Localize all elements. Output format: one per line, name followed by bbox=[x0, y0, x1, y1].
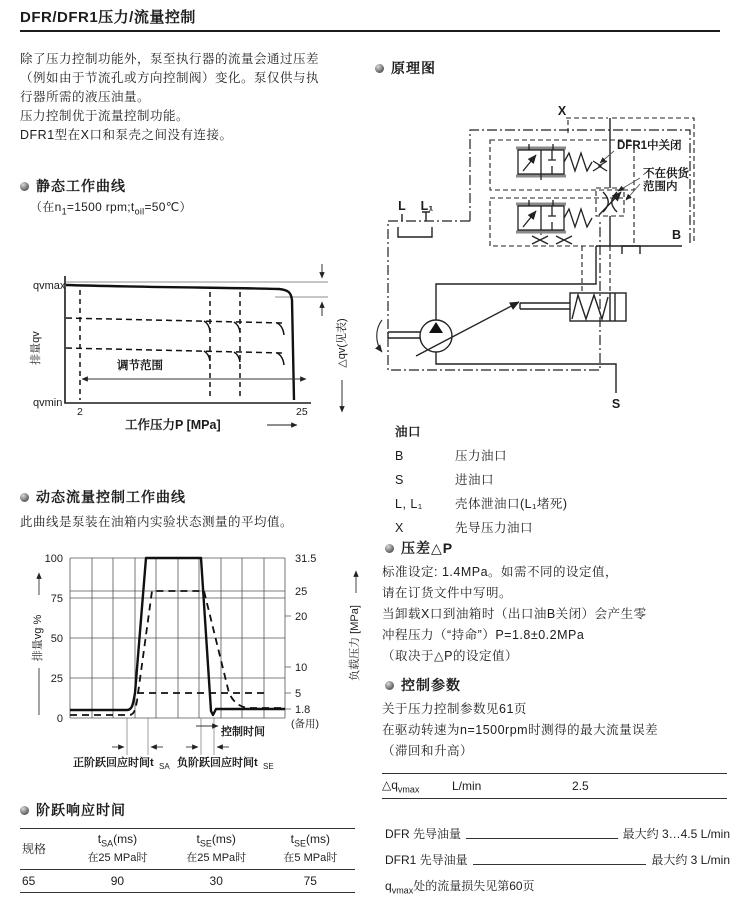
port-key: X bbox=[395, 521, 404, 535]
throttle-box bbox=[596, 188, 624, 216]
dfr1-closed-label: DFR1中关闭 bbox=[617, 140, 682, 152]
section-control-params-header bbox=[385, 675, 461, 695]
section-bullet-icon bbox=[375, 64, 384, 73]
chart1-labels bbox=[28, 280, 348, 432]
intro-line: （例如由于节流孔或方向控制阀）变化。泵仅供与执 bbox=[20, 71, 320, 85]
page-title: DFR/DFR1压力/流量控制 bbox=[20, 9, 196, 26]
right-tick-spare: (备用) bbox=[291, 718, 319, 730]
left-axis-label: 排量vg % bbox=[32, 614, 44, 662]
port-list bbox=[395, 420, 568, 540]
control-params-line: 关于压力控制参数见61页 bbox=[382, 702, 527, 716]
tank-symbol bbox=[398, 227, 432, 237]
t-symbol: t bbox=[290, 832, 294, 846]
t-sa-label: 正阶跃回应时间t bbox=[73, 757, 154, 769]
orifice-arrow bbox=[599, 192, 621, 215]
chart2-solid-series bbox=[70, 558, 285, 715]
t-unit: (ms) bbox=[305, 832, 330, 846]
right-tick-31-5: 31.5 bbox=[295, 553, 317, 565]
right-tick-25: 25 bbox=[295, 586, 308, 598]
intro-line: 压力控制优于流量控制功能。 bbox=[20, 109, 190, 123]
hydraulic-schematic bbox=[372, 88, 732, 423]
orifice-arc bbox=[612, 192, 617, 212]
port-key: B bbox=[395, 449, 404, 463]
delta-p-line: 当卸载X口到油箱时（出口油B关闭）会产生零 bbox=[382, 607, 647, 621]
delta-p-line: 冲程压力（“持命”）P=1.8±0.2MPa bbox=[382, 628, 585, 642]
cell-tse5: 75 bbox=[303, 874, 317, 889]
col-header-spec: 规格 bbox=[22, 842, 47, 857]
control-params-text bbox=[382, 699, 732, 762]
y-min-tick: qvmin bbox=[33, 397, 63, 409]
intro-paragraph bbox=[20, 50, 365, 145]
housing-boundary bbox=[388, 130, 690, 370]
static-curve-condition bbox=[30, 198, 192, 216]
chart1-dashed-curves bbox=[66, 290, 284, 400]
not-supplied-label-2: 范围内 bbox=[643, 181, 678, 193]
chart1-solid-curve bbox=[66, 285, 294, 400]
section-bullet-icon bbox=[20, 806, 29, 815]
rotation-arrow bbox=[377, 320, 382, 352]
section-step-response-header bbox=[20, 800, 126, 820]
port-l1-label: L₁ bbox=[420, 199, 434, 213]
control-params-line: （滞回和升高） bbox=[382, 744, 474, 758]
variable-displacement-arrow bbox=[416, 302, 519, 356]
pilot-flow-row bbox=[385, 825, 730, 842]
leader-line bbox=[466, 837, 618, 839]
section-title: 控制参数 bbox=[401, 677, 461, 693]
x-tick-2: 2 bbox=[77, 406, 83, 418]
pump-circuit bbox=[377, 212, 682, 393]
intro-line: 除了压力控制功能外，泵至执行器的流量会通过压差 bbox=[20, 52, 320, 66]
static-curve-chart bbox=[25, 248, 360, 443]
section-title: 动态流量控制工作曲线 bbox=[36, 489, 186, 505]
pilot-line bbox=[599, 118, 621, 246]
right-tick-5: 5 bbox=[295, 688, 302, 700]
t-symbol: t bbox=[97, 832, 102, 846]
port-s-label: S bbox=[611, 397, 621, 411]
pilot-flow-label: DFR 先导油量 bbox=[385, 827, 461, 841]
t-se-label: 负阶跃回应时间t bbox=[177, 757, 258, 769]
delta-p-line: （取决于△P的设定值） bbox=[382, 649, 518, 663]
delta-q-label: △qv(见表) bbox=[336, 318, 348, 368]
plugged-port-symbol bbox=[556, 236, 572, 244]
intro-line: DFR1型在X口和泵壳之间没有连接。 bbox=[20, 128, 233, 142]
t-symbol: t bbox=[196, 832, 200, 846]
pilot-flow-value: 最大约 3 L/min bbox=[651, 853, 730, 867]
section-bullet-icon bbox=[20, 493, 29, 502]
param-value: 2.5 bbox=[572, 779, 589, 794]
pump-flow-triangle bbox=[429, 322, 443, 333]
port-list-header: 油口 bbox=[395, 425, 422, 439]
range-label: 调节范围 bbox=[117, 360, 163, 372]
table-row bbox=[20, 870, 355, 893]
intro-line: 行器所需的液压油量。 bbox=[20, 90, 151, 104]
pressure-line bbox=[436, 246, 596, 320]
section-bullet-icon bbox=[385, 544, 394, 553]
control-params-table bbox=[382, 773, 727, 799]
delta-p-text bbox=[382, 562, 732, 667]
col-header-tse-5 bbox=[266, 829, 355, 870]
t-cond: 在25 MPa时 bbox=[186, 852, 247, 865]
plugged-port-symbol bbox=[532, 236, 548, 244]
cond-sub: oil bbox=[134, 206, 145, 217]
t-sub: SE bbox=[199, 838, 212, 849]
port-desc: 压力油口 bbox=[455, 449, 508, 463]
right-tick-20: 20 bbox=[295, 611, 308, 623]
t-unit: (ms) bbox=[211, 832, 236, 846]
param-symbol: $\triangle q_{vmax}$ bbox=[382, 778, 420, 795]
cond-text: =1500 rpm;t bbox=[66, 200, 135, 214]
title-rule bbox=[20, 30, 720, 32]
right-axis-label: 负载压力 [MPa] bbox=[349, 605, 361, 681]
port-x-label: X bbox=[557, 104, 567, 118]
port-desc: 进油口 bbox=[455, 473, 495, 487]
port-row bbox=[395, 516, 568, 540]
not-supplied-label-1: 不在供货 bbox=[643, 168, 689, 180]
dynamic-curve-note: 此曲线是泵装在油箱内实验状态测量的平均值。 bbox=[20, 515, 294, 529]
section-bullet-icon bbox=[385, 681, 394, 690]
suction-line bbox=[436, 352, 616, 393]
chart2-labels bbox=[30, 553, 361, 771]
cond-sub: 1 bbox=[61, 206, 67, 217]
param-unit: L/min bbox=[452, 779, 482, 794]
valve-spring bbox=[564, 153, 592, 171]
pilot-flow-value: 最大约 3…4.5 L/min bbox=[622, 827, 730, 841]
cond-text: =50℃） bbox=[144, 200, 192, 214]
x-tick-25: 25 bbox=[296, 406, 308, 418]
piston bbox=[610, 293, 615, 321]
control-params-line: 在驱动转速为n=1500rpm时测得的最大流量误差 bbox=[382, 723, 659, 737]
col-header-tse-25 bbox=[167, 829, 266, 870]
section-static-curve-header bbox=[20, 176, 126, 196]
t-sa-sub: SA bbox=[159, 762, 170, 771]
left-tick-0: 0 bbox=[56, 713, 63, 725]
section-schematic-header bbox=[375, 58, 436, 78]
left-tick-75: 75 bbox=[50, 593, 63, 605]
port-key: L, L₁ bbox=[395, 497, 423, 511]
cell-tse25: 30 bbox=[209, 874, 223, 889]
t-cond: 在25 MPa时 bbox=[87, 852, 148, 865]
y-max-tick: qvmax bbox=[33, 280, 66, 292]
drive-shaft bbox=[388, 332, 420, 338]
flow-valve bbox=[516, 200, 592, 244]
port-row bbox=[395, 492, 568, 516]
port-b-label: B bbox=[672, 228, 682, 242]
leader-line bbox=[473, 863, 647, 865]
left-tick-100: 100 bbox=[44, 553, 63, 565]
section-title: 原理图 bbox=[391, 60, 436, 76]
chart2-dashed-series bbox=[70, 591, 285, 715]
port-desc: 先导压力油口 bbox=[455, 521, 534, 535]
valve-spring bbox=[564, 209, 592, 227]
section-title: 压差△P bbox=[401, 540, 454, 556]
port-row bbox=[395, 444, 568, 468]
pilot-flow-label: DFR1 先导油量 bbox=[385, 853, 468, 867]
t-se-sub: SE bbox=[263, 762, 274, 771]
section-title: 阶跃响应时间 bbox=[36, 802, 126, 818]
port-desc: 壳体泄油口(L₁堵死) bbox=[455, 497, 568, 511]
y-axis-label: 排量qv bbox=[30, 331, 42, 365]
right-tick-1-8: 1.8 bbox=[295, 704, 311, 716]
b-port-bracket bbox=[622, 246, 640, 254]
pilot-flow-block bbox=[385, 825, 730, 895]
pilot-flow-row bbox=[385, 851, 730, 868]
t-sub: SE bbox=[293, 838, 306, 849]
cond-text: （在n bbox=[30, 200, 62, 214]
x-axis-label: 工作压力P [MPa] bbox=[125, 418, 221, 432]
chart2-grid bbox=[70, 558, 291, 718]
port-key: S bbox=[395, 473, 404, 487]
control-time-label: 控制时间 bbox=[221, 726, 265, 738]
flow-loss-note: $q_{vmax}$处的流量损失见第60页 bbox=[385, 879, 535, 896]
section-bullet-icon bbox=[20, 182, 29, 191]
pressure-valve bbox=[516, 144, 607, 180]
right-tick-10: 10 bbox=[295, 662, 308, 674]
delta-p-line: 请在订货文件中写明。 bbox=[382, 586, 513, 600]
t-cond: 在5 MPa时 bbox=[283, 852, 338, 865]
t-sub: SA bbox=[101, 838, 114, 849]
step-response-table bbox=[20, 828, 355, 893]
left-tick-25: 25 bbox=[50, 673, 63, 685]
delta-p-line: 标准设定: 1.4MPa。如需不同的设定值， bbox=[382, 565, 619, 579]
port-row bbox=[395, 468, 568, 492]
port-l-label: L bbox=[398, 199, 406, 213]
cylinder-spring bbox=[572, 295, 608, 319]
piston-rod bbox=[520, 303, 570, 309]
col-header-tsa-25 bbox=[68, 829, 167, 870]
drain-port-stubs bbox=[402, 212, 430, 221]
t-unit: (ms) bbox=[113, 832, 138, 846]
cell-tsa25: 90 bbox=[110, 874, 125, 889]
section-dynamic-curve-header bbox=[20, 487, 186, 507]
section-title: 静态工作曲线 bbox=[36, 178, 126, 194]
cell-spec: 65 bbox=[22, 874, 36, 889]
dynamic-curve-chart bbox=[15, 543, 370, 795]
left-tick-50: 50 bbox=[50, 633, 63, 645]
section-delta-p-header bbox=[385, 538, 453, 558]
